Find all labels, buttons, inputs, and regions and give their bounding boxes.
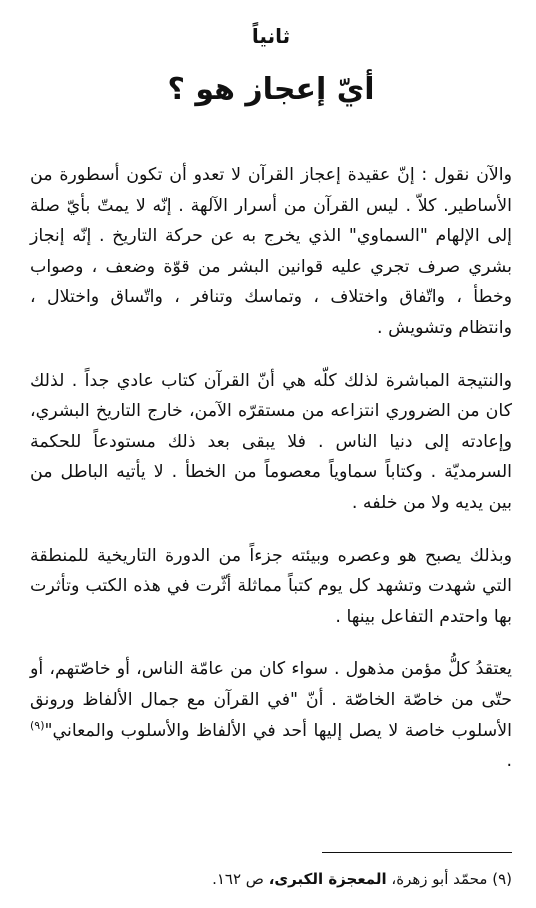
page-title: أيّ إعجاز هو ؟: [167, 72, 375, 107]
paragraph-1: والآن نقول : إنّ عقيدة إعجاز القرآن لا تعدو أن تكون أسطورة من الأساطير. كلاّ . ليس القرآن من أسرار الآلهة . إنّه لا يمتّ بأيّ صلة إلى الإلهام "السماوي" الذي يخرج به عن حركة التاريخ . إنّه إنجاز بشري صرف تجري عليه قوانين البشر من قوّة وضعف ، وصواب وخطأ ، واتّفاق واختلاف ، وتماسك وتنافر ، واتّساق واختلال ، وانتظام وتشويش .: [30, 165, 512, 338]
paragraph-4-tail: .: [506, 751, 512, 772]
paragraph-2: والنتيجة المباشرة لذلك كلّه هي أنّ القرآن كتاب عادي جداً . لذلك كان من الضروري انتزاعه من مستقرّه الآمن، خارج التاريخ البشري، وإعادته إلى دنيا الناس . فلا يبقى بعد ذلك مستودعاً للحكمة السرمديّة . وكتاباً سماوياً معصوماً من الخطأ . لا يأتيه الباطل من بين يديه ولا من خلفه .: [30, 370, 512, 513]
section-label: ثانياً: [251, 24, 291, 48]
footnote-author: محمّد أبو زهرة،: [391, 870, 488, 888]
footnote-divider: [322, 852, 512, 853]
footnote-page: ص ١٦٢.: [212, 870, 264, 888]
paragraph-3: وبذلك يصبح هو وعصره وبيئته جزءاً من الدورة التاريخية للمنطقة التي شهدت وتشهد كل يوم كتباً مماثلة أثّرت في هذه الكتب وتأثرت بها واحتدم التفاعل بينها .: [30, 545, 512, 627]
paragraph-4-text: يعتقدُ كلُّ مؤمن مذهول . سواء كان من عامّة الناس، أو خاصّتهم، أو حتّى من خاصّة الخاصّة . أنّ "في القرآن مع جمال الألفاظ ورونق الأسلوب خاصة لا يصل إليها أحد في الألفاظ والأسلوب والمعاني": [30, 659, 512, 741]
footnote-reference[interactable]: (٩): [30, 718, 45, 732]
footnote: [30, 868, 512, 890]
footnote-book-title: المعجزة الكبرى،: [268, 870, 387, 888]
footnote-marker: (٩): [492, 870, 512, 888]
paragraph-4: [30, 654, 512, 776]
